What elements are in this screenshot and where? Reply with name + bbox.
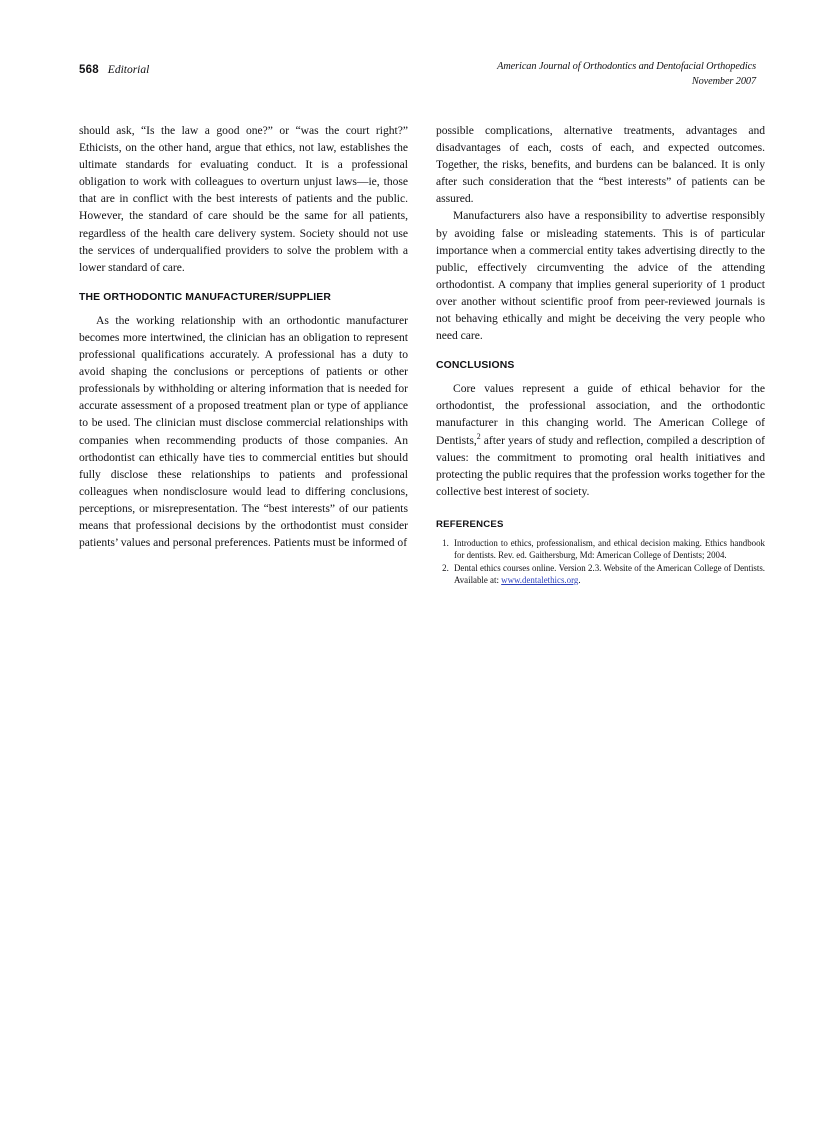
spacer (79, 276, 408, 291)
reference-marker-2: 2 (476, 431, 481, 441)
reference-link-dentalethics[interactable]: www.dentalethics.org (501, 575, 579, 586)
column-left (79, 122, 408, 551)
running-head (79, 60, 756, 100)
column-right (436, 122, 765, 587)
reference-list (436, 537, 765, 587)
section-label: Editorial (107, 64, 150, 76)
spacer (79, 305, 408, 312)
paragraph-law-standards: should ask, “Is the law a good one?” or “was the court right?” Ethicists, on the other hand, argue that ethics, not law, establishes the ultimate standards for evaluating conduct. It is a professional obligation to work with colleagues to overturn unjust laws—ie, those that are in conflict with the best interests of patients and the public. However, the standard of care should be the same for all patients, regardless of the health care delivery system. Society should not use the services of underqualified providers to solve the problem with a lower standard of care. (79, 124, 408, 274)
paragraph-informed-consent: possible complications, alternative treatments, advantages and disadvantages of each, costs of each, and expected outcomes. Together, the risks, benefits, and burdens can be balanced. It is only after such consideration that the “best interests” of patients can be assured. (436, 124, 765, 206)
running-head-left (79, 60, 149, 78)
paragraph-manufacturer-relationship: As the working relationship with an orthodontic manufacturer becomes more intertwined, the clinician has an obligation to represent professional qualifications accurately. A professional has a duty to avoid shaping the conclusions or perceptions of patients or other professionals by withholding or altering information that is needed for accurate assessment of a proposed treatment plan or type of appliance to be used. The clinician must disclose commercial relationships with companies when recommending products of those companies. An orthodontist can ethically have ties to commercial entities but should fully disclose these relationships to patients and professional colleagues when nondisclosure would lead to differing conclusions, perceptions, or misrepresentation. The “best interests” of our patients means that professional decisions by the orthodontist must consider patients’ values and personal preferences. Patients must be informed of (79, 313, 408, 550)
issue-date: November 2007 (691, 75, 756, 87)
spacer (436, 500, 765, 518)
list-item (451, 537, 765, 562)
reference-text-tail: . (578, 575, 581, 586)
journal-title: American Journal of Orthodontics and Dentofacial Orthopedics (497, 61, 756, 72)
heading-orthodontic-manufacturer-supplier: THE ORTHODONTIC MANUFACTURER/SUPPLIER (79, 291, 332, 303)
conclusions-text-a: Core values represent a guide of ethical behavior for the orthodontist, the professional association, and the orthodontic manufacturer in this changing world. The American College of Dentists, (436, 382, 765, 447)
running-head-right (497, 60, 756, 89)
list-item (451, 562, 765, 587)
spacer (436, 373, 765, 380)
paragraph-advertising-responsibility: Manufacturers also have a responsibility to advertise responsibly by avoiding false or misleading statements. This is of particular importance when a commercial entity takes advertising directly to the public, effectively circumventing the advice of the attending orthodontist. A company that implies general superiority of 1 product over another without scientific proof from peer-reviewed journals is not behaving ethically and might be deceiving the very people who need care. (436, 209, 765, 343)
paragraph-conclusions (436, 380, 765, 500)
conclusions-text-b: after years of study and reflection, compiled a description of values: the commitment to promoting oral health initiatives and protecting the public requires that the profession works together for the collective best interest of society. (436, 433, 765, 498)
spacer (436, 344, 765, 359)
heading-conclusions: CONCLUSIONS (436, 360, 515, 372)
reference-text: Introduction to ethics, professionalism, and ethical decision making. Ethics handbook for dentists. Rev. ed. Gaithersburg, Md: American College of Dentists; 2004. (454, 537, 765, 561)
page-number: 568 (79, 64, 99, 76)
reference-text: Dental ethics courses online. Version 2.3. Website of the American College of Dentists. Available at: (454, 562, 765, 586)
heading-references: REFERENCES (436, 518, 504, 530)
